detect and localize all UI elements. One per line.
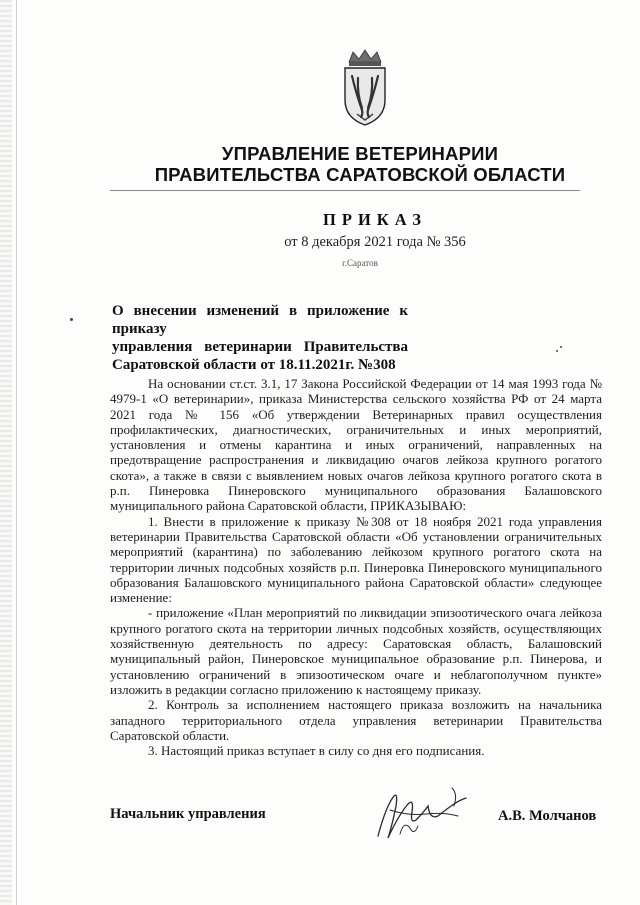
- subject-line: управления ветеринарии Правительства: [112, 339, 408, 355]
- header-divider: [110, 190, 580, 191]
- scan-speck: [556, 350, 558, 352]
- signatory-name: А.В. Молчанов: [498, 808, 597, 824]
- scan-edge-line: [16, 0, 17, 905]
- signatory-title: Начальник управления: [110, 806, 266, 822]
- order-title: ПРИКАЗ: [323, 210, 427, 229]
- scan-speck: [70, 318, 73, 321]
- order-date-number: от 8 декабря 2021 года № 356: [284, 234, 466, 250]
- subject-line: Саратовской области от 18.11.2021г. №308: [112, 357, 396, 373]
- body-paragraph-item-1: 1. Внести в приложение к приказу №308 от 18 ноября 2021 года управления ветеринарии Правительства Саратовской области «Об установлении ограничительных мероприятий (карантина) по заболеванию лейкозом крупного рогатого скота на территории личных подсобных хозяйств р.п. Пинеровка Пинеровского муниципального образования Балашовского муниципального района Саратовской области» следующее изменение:: [110, 513, 602, 606]
- agency-name-line2: ПРАВИТЕЛЬСТВА САРАТОВСКОЙ ОБЛАСТИ: [154, 164, 566, 185]
- order-city: г.Саратов: [342, 258, 378, 268]
- agency-name-line1: УПРАВЛЕНИЕ ВЕТЕРИНАРИИ: [221, 143, 499, 164]
- scan-speck: [560, 346, 562, 348]
- body-paragraph-preamble: На основании ст.ст. 3.1, 17 Закона Российской Федерации от 14 мая 1993 года № 4979-1 «О ветеринарии», приказа Министерства сельского хозяйства РФ от 24 марта 2021 года № 156 «Об утверждении Ветеринарных правил осуществления профилактических, диагностических, ограничительных и иных мероприятий, установления и отмены карантина и иных ограничений, направленных на предотвращение распространения и ликвидацию очагов лейкоза крупного рогатого скота», а также в связи с выявлением новых очагов лейкоза крупного рогатого скота в р.п. Пинеровка Пинеровского муниципального образования Балашовского муниципального района Саратовской области, ПРИКАЗЫВАЮ:: [110, 376, 602, 514]
- body-paragraph-amendment: - приложение «План мероприятий по ликвидации эпизоотического очага лейкоза крупного рогатого скота на территории личных подсобных хозяйств, осуществляющих хозяйственную деятельность по адресу: Саратовская область, Балашовский муниципальный район, Пинеровское муниципальное образование р.п. Пинерова, и установлению ограничений в эпизоотическом очаге и неблагополучном пункте» изложить в редакции согласно приложению к настоящему приказу.: [110, 605, 602, 697]
- subject-line: О внесении изменений в приложение к приказу: [112, 303, 408, 337]
- saratov-coat-of-arms-icon: [335, 48, 395, 128]
- body-paragraph-item-3: 3. Настоящий приказ вступает в силу со дня его подписания.: [148, 743, 485, 759]
- body-paragraph-item-2: 2. Контроль за исполнением настоящего приказа возложить на начальника западного территориального отдела управления ветеринарии Правительства Саратовской области.: [110, 697, 602, 743]
- order-body: [110, 376, 602, 758]
- order-subject: [112, 302, 408, 374]
- handwritten-signature-icon: [368, 776, 488, 856]
- scan-edge-artifact: [0, 0, 12, 905]
